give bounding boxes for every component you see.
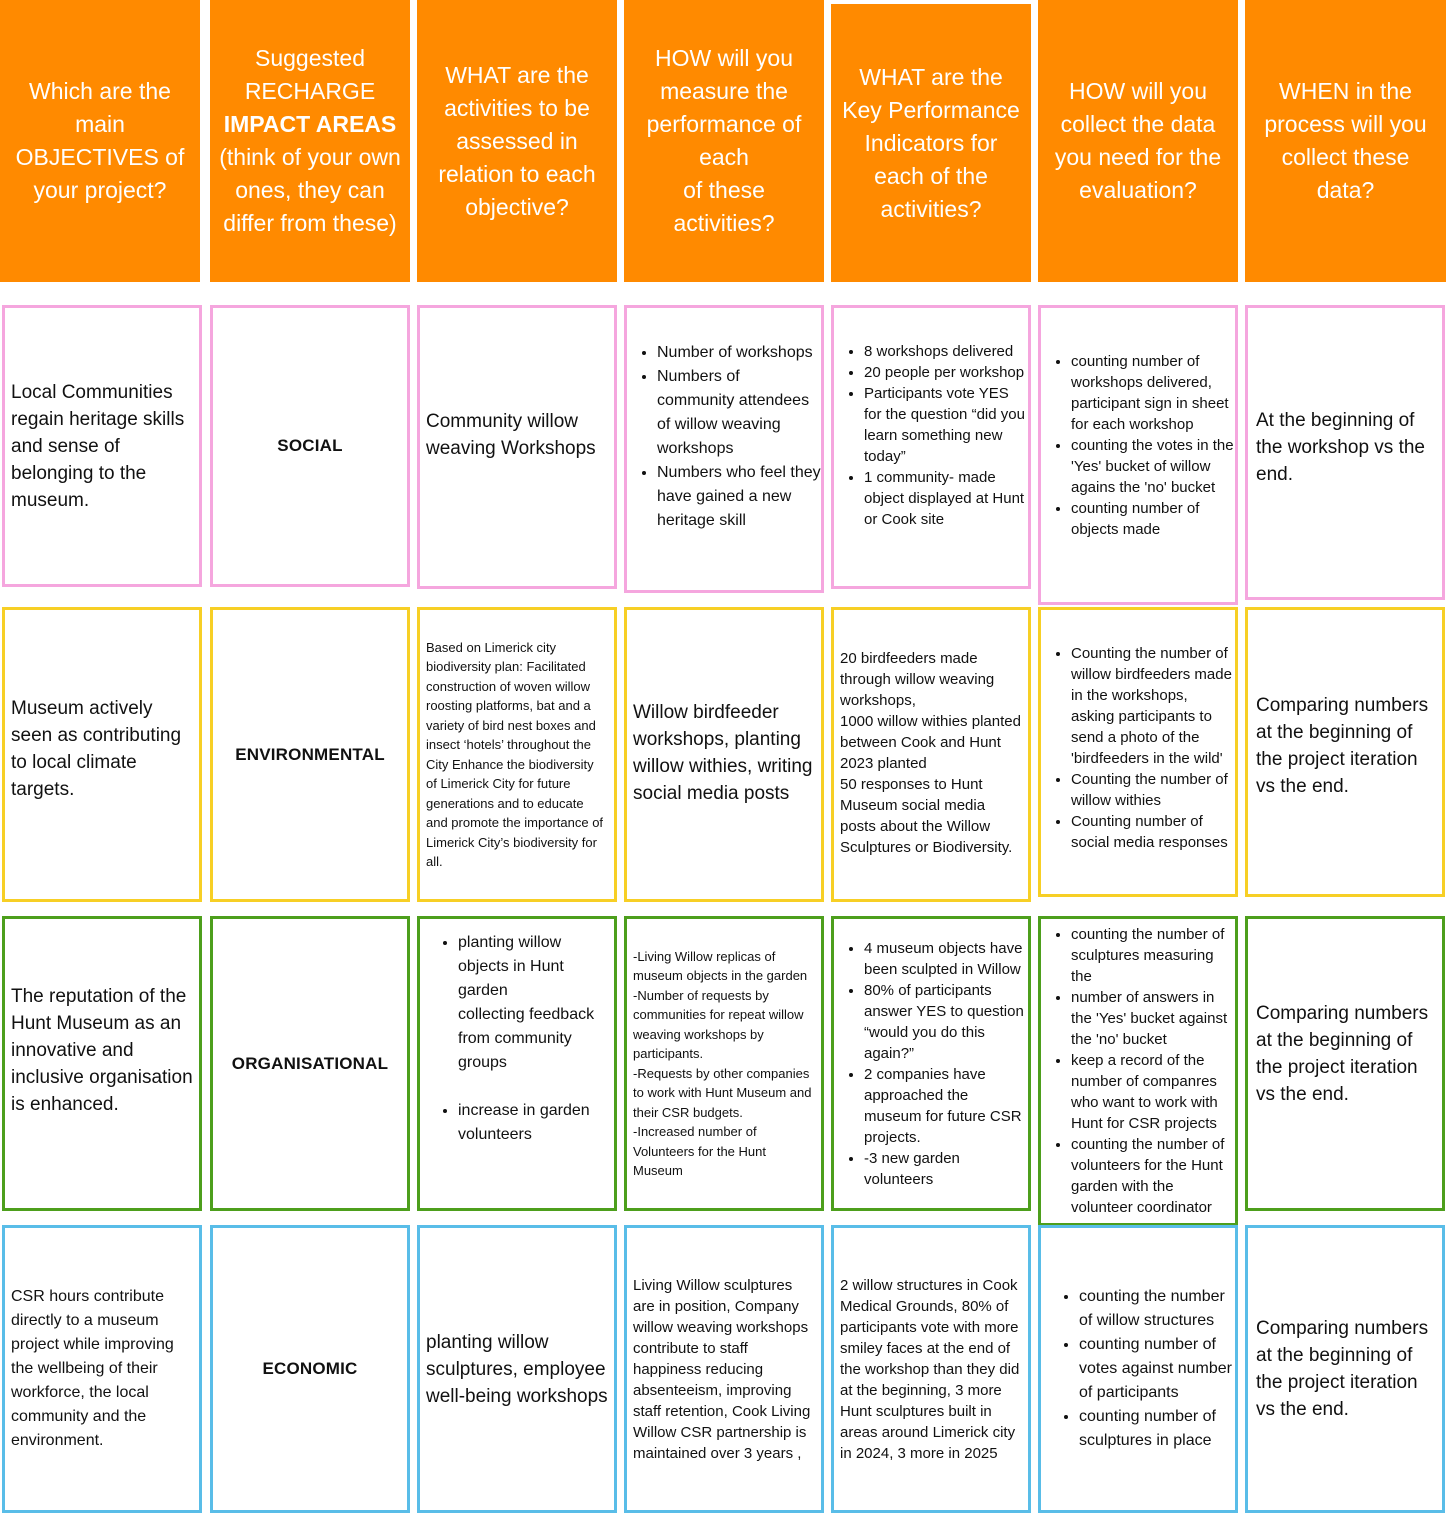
header-activities-text: WHAT are the activities to be assessed in relation to each objective?: [438, 61, 596, 220]
organisational-area-cell: [210, 916, 410, 1211]
social-when-cell: [1245, 305, 1445, 600]
list-item: • 20 people per workshop: [864, 362, 1028, 383]
environmental-collect-list: [1041, 643, 1235, 853]
list-item: • number of answers in the 'Yes' bucket against the 'no' bucket: [1071, 987, 1235, 1050]
header-activities: [417, 0, 617, 282]
list-item: • -3 new garden volunteers: [864, 1148, 1028, 1190]
list-item: • Counting the number of willow birdfeeders made in the workshops, asking participants to send a photo of the 'birdfeeders in the wild': [1071, 643, 1235, 769]
economic-kpi-cell: [831, 1225, 1031, 1513]
environmental-objective: Museum actively seen as contributing to local climate targets.: [11, 697, 182, 800]
header-impact-prefix: Suggested RECHARGE: [244, 45, 376, 104]
list-item: • Numbers of community attendees of willow weaving workshops: [657, 365, 821, 461]
social-kpi-list: [834, 341, 1028, 530]
header-measure-line2: of these activities?: [673, 177, 775, 236]
environmental-measure-cell: [624, 607, 824, 902]
social-measure-list: [627, 341, 821, 533]
social-objective: Local Communities regain heritage skills and sense of belonging to the museum.: [11, 381, 185, 511]
environmental-area: ENVIRONMENTAL: [235, 744, 385, 764]
economic-objective-cell: [2, 1225, 202, 1513]
list-item: • counting number of sculptures in place: [1079, 1405, 1235, 1453]
economic-objective: CSR hours contribute directly to a museum project while improving the wellbeing of their workforce, the local community and the environment.: [11, 1288, 174, 1449]
economic-kpi: 2 willow structures in Cook Medical Grounds, 80% of participants vote with more smiley faces at the end of the workshop than they did at the beginning, 3 more Hunt sculptures built in areas around Limerick city in 2024, 3 more in 2025: [840, 1276, 1020, 1462]
header-kpi: [831, 4, 1031, 282]
list-item: • counting number of objects made: [1071, 498, 1235, 540]
economic-when-cell: [1245, 1225, 1445, 1513]
header-objectives: [0, 0, 200, 282]
environmental-activity-cell: [417, 607, 617, 902]
list-item: • counting the number of sculptures measuring the: [1071, 924, 1235, 987]
header-objectives-text: Which are the main OBJECTIVES of your project?: [15, 78, 185, 203]
list-item: • 80% of participants answer YES to question “would you do this again?”: [864, 980, 1028, 1064]
header-when: [1245, 0, 1446, 282]
organisational-objective-cell: [2, 916, 202, 1211]
header-impact-suffix: (think of your own ones, they can differ from these): [219, 144, 401, 236]
economic-area: ECONOMIC: [262, 1359, 358, 1378]
header-collect: [1038, 0, 1238, 282]
social-activity: Community willow weaving Workshops: [426, 411, 596, 459]
economic-when: Comparing numbers at the beginning of the project iteration vs the end.: [1256, 1318, 1429, 1420]
social-activity-cell: [417, 305, 617, 589]
environmental-activity: Based on Limerick city biodiversity plan: Facilitated construction of woven willow roosting platforms, bat and a variety of bird nest boxes and insect ‘hotels’ throughout the City Enhance the biodiversity of Limerick City for future generations and to educate and promote the importance of Limerick City’s biodiversity for all.: [426, 639, 604, 869]
social-when: At the beginning of the workshop vs the end.: [1256, 410, 1425, 485]
header-kpi-text: WHAT are the Key Performance Indicators for each of the activities?: [842, 63, 1020, 222]
organisational-area: ORGANISATIONAL: [231, 1053, 389, 1073]
economic-collect-cell: [1038, 1225, 1238, 1513]
environmental-objective-cell: [2, 607, 202, 902]
social-collect-cell: [1038, 305, 1238, 605]
environmental-when: Comparing numbers at the beginning of the project iteration vs the end.: [1256, 695, 1429, 797]
social-area: SOCIAL: [277, 436, 343, 455]
list-item: • 4 museum objects have been sculpted in Willow: [864, 938, 1028, 980]
organisational-when: Comparing numbers at the beginning of the project iteration vs the end.: [1256, 1002, 1429, 1105]
list-item: • 1 community- made object displayed at Hunt or Cook site: [864, 467, 1028, 530]
social-objective-cell: [2, 305, 202, 587]
list-item: • keep a record of the number of companres who want to work with Hunt for CSR projects: [1071, 1050, 1235, 1134]
environmental-when-cell: [1245, 607, 1445, 897]
organisational-collect-cell: [1038, 916, 1238, 1226]
environmental-measure: Willow birdfeeder workshops, planting willow withies, writing social media posts: [633, 701, 813, 804]
header-impact-bold: IMPACT AREAS: [223, 111, 397, 137]
social-area-cell: [210, 305, 410, 587]
environmental-area-cell: [210, 607, 410, 902]
list-item: • counting the number of volunteers for the Hunt garden with the volunteer coordinator: [1071, 1134, 1235, 1218]
organisational-objective: The reputation of the Hunt Museum as an innovative and inclusive organisation is enhanced.: [11, 986, 193, 1115]
economic-collect-list: [1041, 1285, 1235, 1453]
organisational-measure-cell: [624, 916, 824, 1211]
economic-measure: Living Willow sculptures are in position, Company willow weaving workshops contribute to staff happiness reducing absenteeism, improving staff retention, Cook Living Willow CSR partnership is maintained over 3 years ,: [633, 1276, 811, 1462]
economic-area-cell: [210, 1225, 410, 1513]
list-item: • counting the number of willow structures: [1079, 1285, 1235, 1333]
list-item: • Number of workshops: [657, 341, 821, 365]
header-impact-text: [218, 42, 402, 240]
organisational-activity-list: [420, 916, 614, 1171]
environmental-collect-cell: [1038, 607, 1238, 897]
economic-measure-cell: [624, 1225, 824, 1513]
list-item: • increase in garden volunteers: [458, 1099, 614, 1147]
social-measure-cell: [624, 305, 824, 593]
header-collect-text: HOW will you collect the data you need for the evaluation?: [1054, 78, 1222, 203]
social-collect-list: [1041, 351, 1235, 540]
organisational-kpi-list: [834, 938, 1028, 1190]
social-kpi-cell: [831, 305, 1031, 589]
list-item: • counting number of votes against number of participants: [1079, 1333, 1235, 1405]
economic-activity: planting willow sculptures, employee well-being workshops: [426, 1331, 608, 1407]
organisational-measure: -Living Willow replicas of museum objects in the garden -Number of requests by communities for repeat willow weaving workshops by participants. -Requests by other companies to work with Hunt Museum and their CSR budgets. -Increased number of Volunteers for the Hunt Museum: [633, 948, 812, 1178]
list-item: • counting number of workshops delivered, participant sign in sheet for each workshop: [1071, 351, 1235, 435]
organisational-collect-list: [1041, 924, 1235, 1218]
list-item: • Participants vote YES for the question “did you learn something new today”: [864, 383, 1028, 467]
list-item: • Counting number of social media responses: [1071, 811, 1235, 853]
organisational-kpi-cell: [831, 916, 1031, 1211]
environmental-kpi: 20 birdfeeders made through willow weaving workshops, 1000 willow withies planted between Cook and Hunt 2023 planted 50 responses to Hunt Museum social media posts about the Willow Sculptures or Biodiversity.: [840, 649, 1021, 856]
environmental-kpi-cell: [831, 607, 1031, 902]
organisational-activity-cell: [417, 916, 617, 1211]
header-impact-areas: [210, 0, 410, 282]
list-item: • counting the votes in the 'Yes' bucket of willow agains the 'no' bucket: [1071, 435, 1235, 498]
header-measure-text: [632, 42, 816, 240]
header-when-text: WHEN in the process will you collect these data?: [1264, 78, 1427, 203]
header-measure-line1: HOW will you measure the performance of each: [646, 45, 802, 170]
list-item: • 8 workshops delivered: [864, 341, 1028, 362]
list-item: • 2 companies have approached the museum for future CSR projects.: [864, 1064, 1028, 1148]
list-item: • Counting the number of willow withies: [1071, 769, 1235, 811]
economic-activity-cell: [417, 1225, 617, 1513]
organisational-when-cell: [1245, 916, 1445, 1211]
list-item: • Numbers who feel they have gained a new heritage skill: [657, 461, 821, 533]
list-item: • planting willow objects in Hunt garden collecting feedback from community groups: [458, 931, 614, 1075]
header-measure: [624, 0, 824, 282]
